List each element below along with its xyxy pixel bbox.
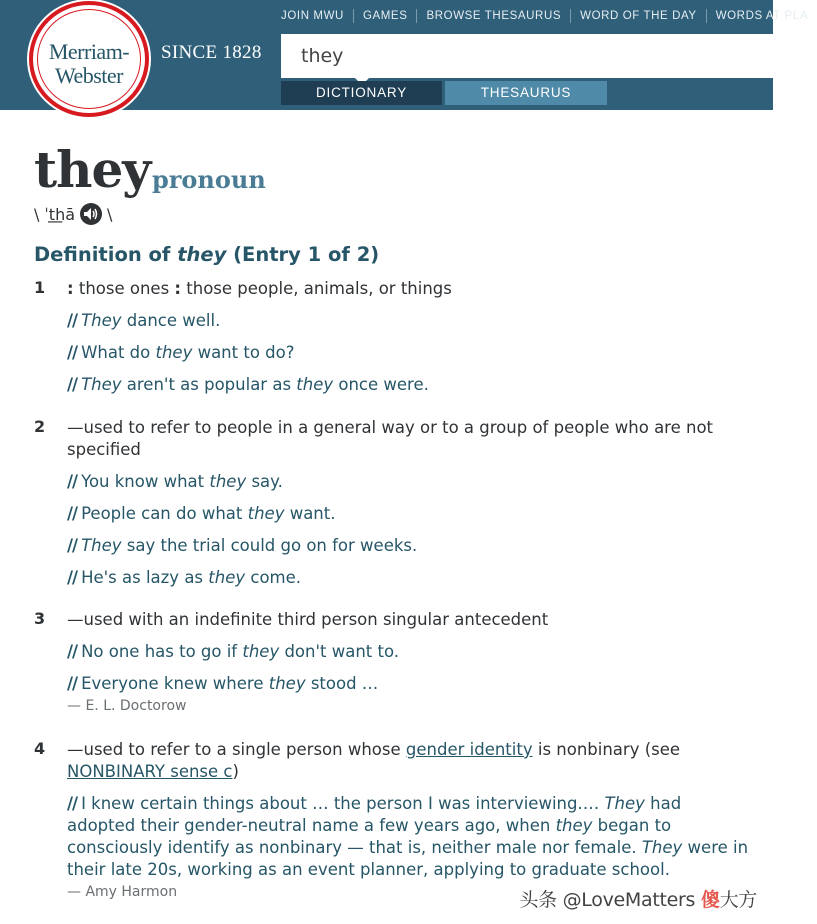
dt-text: )	[232, 762, 239, 781]
ex-word: they	[155, 343, 193, 362]
sense-definition	[67, 278, 749, 300]
ex-word: they	[296, 375, 334, 394]
tab-thesaurus[interactable]: THESAURUS	[445, 81, 607, 105]
example-marker: //	[67, 311, 78, 330]
dt-text: those people, animals, or things	[181, 279, 452, 298]
speaker-icon[interactable]	[80, 203, 102, 225]
example-marker: //	[67, 642, 78, 661]
example-sentence	[67, 567, 749, 589]
example-marker: //	[67, 536, 78, 555]
pron-text: ˈt͟hā	[44, 204, 76, 224]
ex-text: aren't as popular as	[121, 375, 297, 394]
ex-text: Everyone knew where	[81, 674, 269, 693]
sense-1	[34, 278, 749, 396]
top-nav	[281, 9, 817, 23]
sense-3	[34, 609, 749, 716]
colon: :	[67, 279, 74, 298]
sense-definition: —used to refer to people in a general way or to a group of people who are not specified	[67, 418, 714, 459]
heading-prefix: Definition of	[34, 243, 178, 266]
example-quote	[67, 793, 749, 881]
sense-definition: —used with an indefinite third person singular antecedent	[67, 610, 549, 629]
ex-word: they	[268, 674, 306, 693]
example-sentence	[67, 503, 749, 525]
ex-text: say.	[246, 472, 283, 491]
example-marker: //	[67, 504, 78, 523]
ex-text: want.	[284, 504, 336, 523]
dt-text: —used to refer to a single person whose	[67, 740, 406, 759]
example-marker: //	[67, 375, 78, 394]
nav-join-mwu[interactable]: JOIN MWU	[281, 10, 344, 22]
logo-text-line2: Webster	[54, 63, 124, 88]
ex-text: once were.	[333, 375, 429, 394]
ex-text: had adopted their gender-neutral name a few years ago, when	[67, 794, 682, 835]
colon: :	[174, 279, 182, 298]
since-tagline: SINCE 1828	[161, 42, 262, 63]
example-sentence	[67, 374, 749, 396]
link-gender-identity[interactable]: gender identity	[405, 740, 533, 759]
ex-text: began to consciously identify as nonbinary — that is, neither male nor female.	[67, 816, 672, 857]
ex-text: No one has to go if	[81, 642, 243, 661]
pron-open: \	[34, 204, 40, 224]
ex-word: They	[641, 838, 683, 857]
sense-4	[34, 739, 749, 902]
ex-text: People can do what	[81, 504, 248, 523]
search-input[interactable]	[281, 34, 781, 78]
example-sentence	[67, 535, 749, 557]
ex-text: were in their late 20s, working as an event planner, applying to graduate school.	[67, 838, 749, 879]
ex-word: they	[208, 568, 246, 587]
example-sentence	[67, 342, 749, 364]
example-sentence	[67, 310, 749, 332]
ex-text: want to do?	[192, 343, 295, 362]
sense-number: 1	[34, 278, 46, 297]
example-marker: //	[67, 472, 78, 491]
ex-text: dance well.	[121, 311, 221, 330]
quote-author: — E. L. Doctorow	[67, 698, 187, 714]
ex-text: stood …	[305, 674, 379, 693]
sense-number: 2	[34, 417, 46, 436]
sense-2	[34, 417, 749, 589]
watermark-stamp: 傻	[700, 889, 720, 911]
ex-word: they	[247, 504, 285, 523]
example-marker: //	[67, 568, 78, 587]
site-header	[0, 0, 809, 110]
example-sentence	[67, 673, 749, 695]
dt-text: is nonbinary (see	[532, 740, 681, 759]
watermark-text: 头条 @LoveMatters	[519, 889, 696, 911]
nav-browse-thesaurus[interactable]: BROWSE THESAURUS	[416, 9, 570, 23]
logo-text-line1: Merriam-	[48, 39, 130, 64]
merriam-webster-logo[interactable]	[29, 1, 149, 117]
example-sentence	[67, 471, 749, 493]
dt-text: those ones	[73, 279, 175, 298]
sense-number: 4	[34, 739, 46, 758]
ex-text: don't want to.	[279, 642, 400, 661]
watermark	[519, 885, 757, 912]
pronunciation	[34, 203, 112, 225]
nav-games[interactable]: GAMES	[353, 9, 417, 23]
headword: they	[34, 140, 151, 199]
ex-word: They	[81, 536, 122, 555]
quote-author: — Amy Harmon	[67, 884, 178, 900]
part-of-speech[interactable]: pronoun	[152, 165, 266, 194]
sense-definition	[67, 739, 749, 783]
entry-content	[0, 110, 773, 924]
ex-text: He's as lazy as	[81, 568, 209, 587]
example-marker: //	[67, 794, 78, 813]
example-marker: //	[67, 343, 78, 362]
example-sentence	[67, 641, 749, 663]
ex-word: they	[242, 642, 280, 661]
ex-word: They	[81, 375, 122, 394]
ex-word: They	[604, 794, 645, 813]
heading-word: they	[177, 243, 227, 266]
tab-dictionary[interactable]: DICTIONARY	[281, 81, 442, 105]
ex-word: they	[555, 816, 593, 835]
sense-number: 3	[34, 609, 46, 628]
pron-close: \	[107, 204, 113, 224]
nav-word-of-the-day[interactable]: WORD OF THE DAY	[570, 9, 706, 23]
nav-words-at-play[interactable]: WORDS AT PLA	[706, 9, 817, 23]
ex-word: they	[209, 472, 247, 491]
watermark-stamp2: 大方	[719, 889, 757, 911]
ex-text: What do	[81, 343, 156, 362]
ex-text: come.	[245, 568, 302, 587]
ex-word: They	[81, 311, 122, 330]
ex-text: I knew certain things about … the person I was interviewing.…	[81, 794, 605, 813]
definition-heading	[34, 243, 379, 266]
ex-text: You know what	[81, 472, 210, 491]
example-marker: //	[67, 674, 78, 693]
ex-text: say the trial could go on for weeks.	[121, 536, 418, 555]
link-nonbinary-sense-c[interactable]: NONBINARY sense c	[67, 762, 233, 781]
heading-suffix: (Entry 1 of 2)	[226, 243, 380, 266]
